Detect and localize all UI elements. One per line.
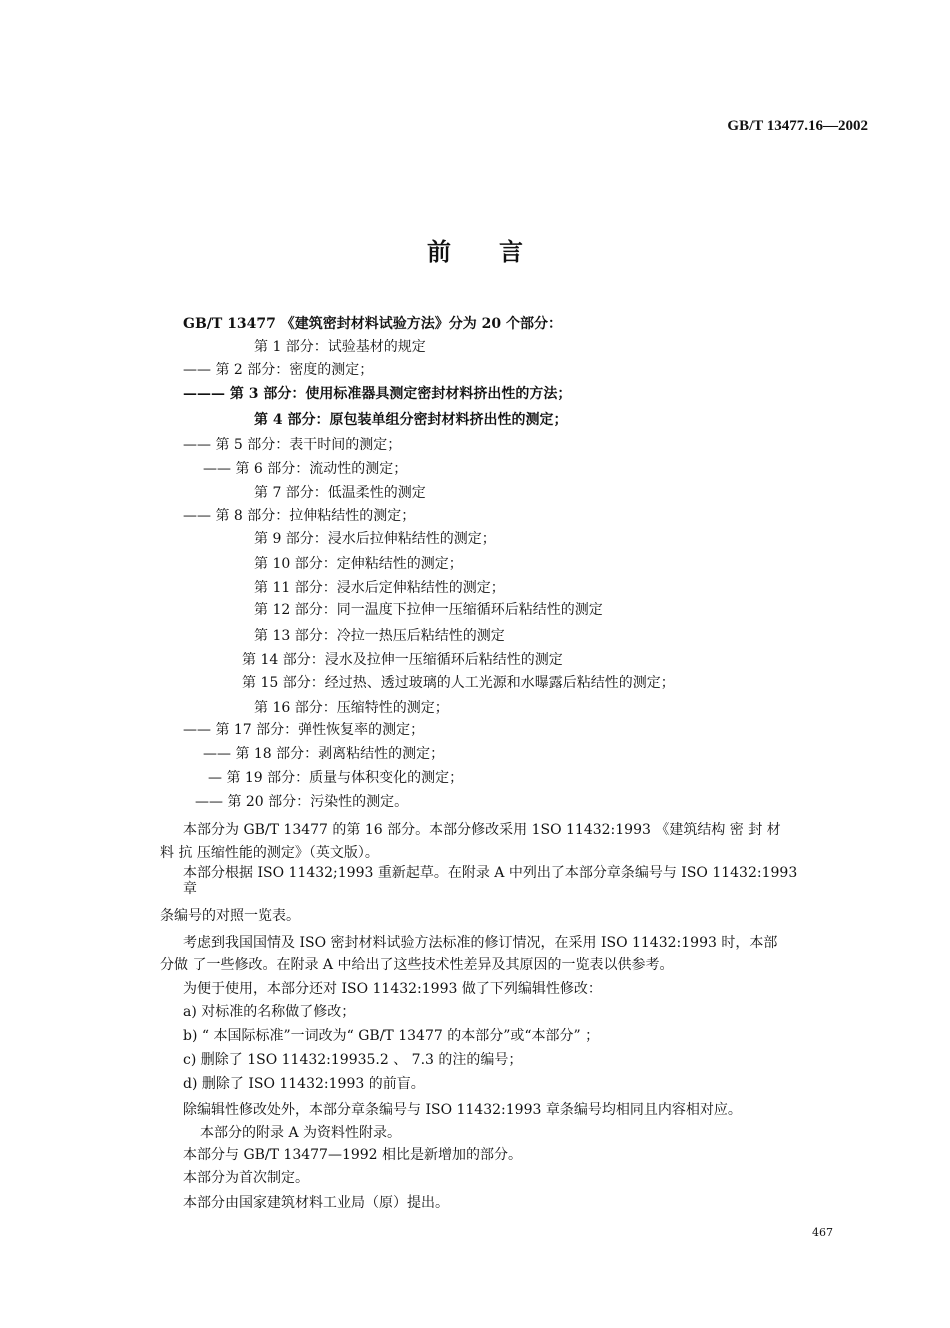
body-para-7: 本部分与 GB/T 13477—1992 相比是新增加的部分。 [183,1147,523,1163]
body-para-1: 本部分为 GB/T 13477 的第 16 部分。本部分修改采用 1SO 11432:1993 《建筑结构 密 封 材 [183,822,781,838]
list-item-a: a) 对标准的名称做了修改； [183,1004,356,1020]
part-14: 第 14 部分：浸水及拉伸一压缩循环后粘结性的测定 [242,652,563,668]
part-13: 第 13 部分：冷拉一热压后粘结性的测定 [254,628,505,644]
body-para-2: 本部分根据 ISO 11432;1993 重新起草。在附录 A 中列出了本部分章条编号与 ISO 11432:1993 [183,865,798,881]
part-11: 第 11 部分：浸水后定伸粘结性的测定； [254,580,505,596]
page-title: 前言 [427,237,571,266]
standard-number: GB/T 13477.16—2002 [727,118,868,134]
body-para-2-cont: 条编号的对照一览表。 [160,908,300,924]
intro-line: GB/T 13477 《建筑密封材料试验方法》分为 20 个部分： [183,316,563,332]
part-5: —— 第 5 部分：表干时间的测定； [183,437,402,453]
part-18: —— 第 18 部分：剥离粘结性的测定； [203,746,445,762]
body-para-4: 为便于使用，本部分还对 ISO 11432:1993 做了下列编辑性修改： [183,981,602,997]
body-para-3: 考虑到我国国情及 ISO 密封材料试验方法标准的修订情况，在采用 ISO 11432:1993 时，本部 [183,935,778,951]
part-15: 第 15 部分：经过热、透过玻璃的人工光源和水曝露后粘结性的测定； [242,675,675,691]
part-2: —— 第 2 部分：密度的测定； [183,362,374,378]
page-number: 467 [812,1226,833,1239]
body-para-8: 本部分为首次制定。 [183,1170,309,1186]
body-para-2-wrap: 章 [183,881,197,897]
body-para-1-cont: 料 抗 压缩性能的测定》（英文版）。 [160,845,379,861]
body-para-6: 本部分的附录 A 为资料性附录。 [200,1125,402,1141]
part-7: 第 7 部分：低温柔性的测定 [254,485,426,501]
part-6: —— 第 6 部分：流动性的测定； [203,461,408,477]
part-9: 第 9 部分：浸水后拉伸粘结性的测定； [254,531,496,547]
part-3: ——— 第 3 部分：使用标准器具测定密封材料挤出性的方法； [183,386,572,402]
part-16: 第 16 部分：压缩特性的测定； [254,700,449,716]
part-20: —— 第 20 部分：污染性的测定。 [195,794,409,810]
list-item-b: b) “ 本国际标准”一词改为“ GB/T 13477 的本部分”或“本部分” ； [183,1028,600,1044]
body-para-3-cont: 分做 了一些修改。在附录 A 中给出了这些技术性差异及其原因的一览表以供参考。 [160,957,674,973]
part-19: — 第 19 部分：质量与体积变化的测定； [208,770,464,786]
list-item-d: d) 删除了 ISO 11432:1993 的前盲。 [183,1076,425,1092]
part-1: 第 1 部分：试验基材的规定 [254,339,426,355]
part-4: 第 4 部分：原包装单组分密封材料挤出性的测定； [254,412,568,428]
part-17: —— 第 17 部分：弹性恢复率的测定； [183,722,425,738]
part-10: 第 10 部分：定伸粘结性的测定； [254,556,463,572]
list-item-c: c) 删除了 1SO 11432:19935.2 、 7.3 的注的编号； [183,1052,523,1068]
part-12: 第 12 部分：同一温度下拉伸一压缩循环后粘结性的测定 [254,602,603,618]
body-para-5: 除编辑性修改处外，本部分章条编号与 ISO 11432:1993 章条编号均相同且内容相对应。 [183,1102,742,1118]
part-8: —— 第 8 部分：拉伸粘结性的测定； [183,508,416,524]
body-para-9: 本部分由国家建筑材料工业局（原）提出。 [183,1195,449,1211]
